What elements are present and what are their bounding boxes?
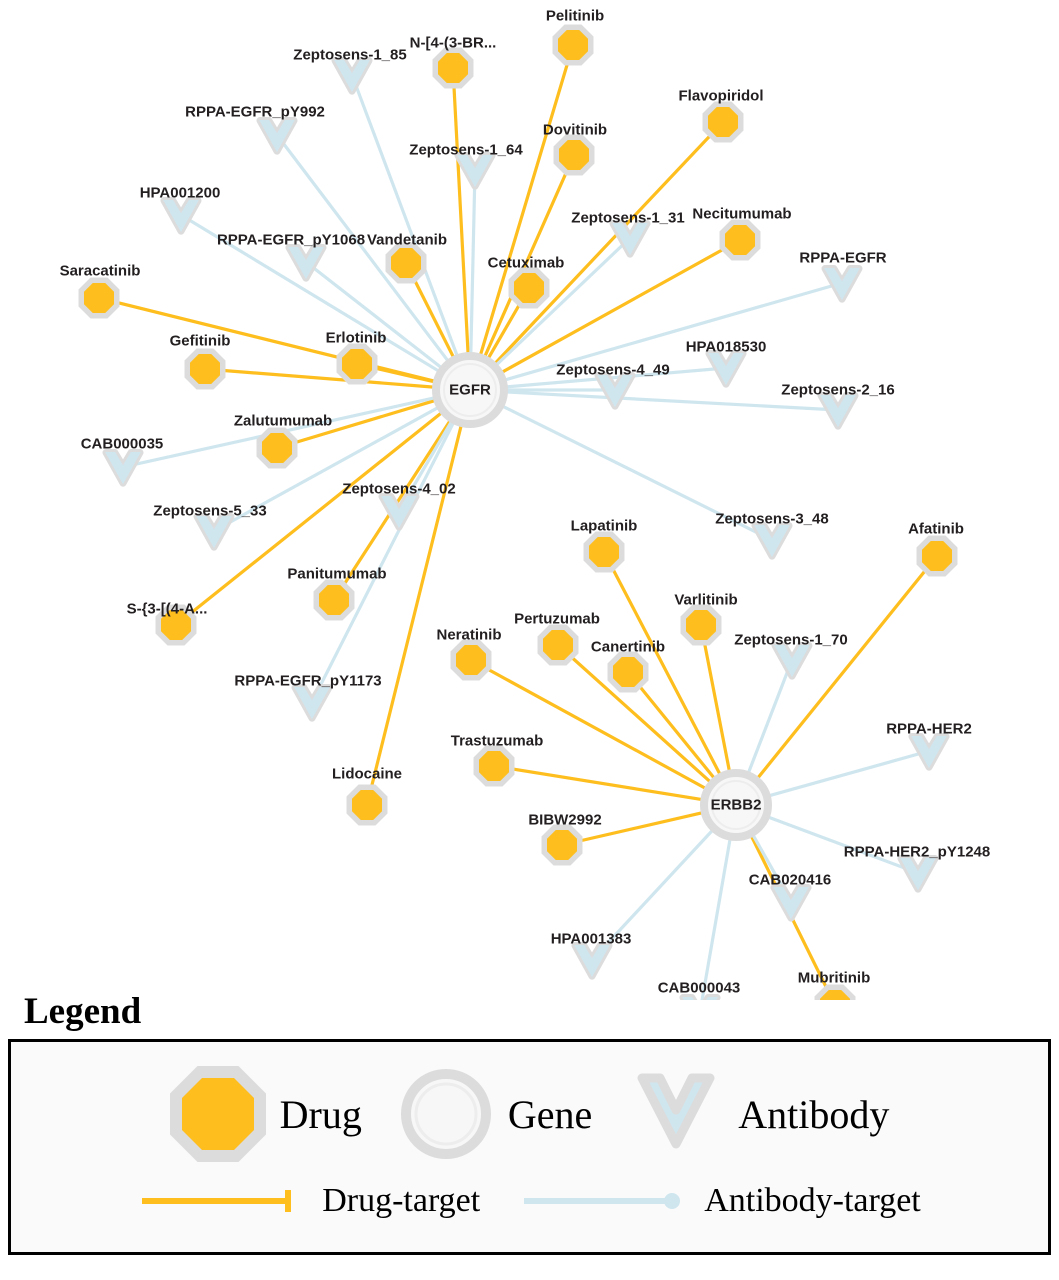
antibody-node-label: Zeptosens-4_49 <box>556 361 670 379</box>
drug-node-label: Panitumumab <box>287 565 387 583</box>
gene-node-label-egfr: EGFR <box>449 381 491 399</box>
drug-node[interactable] <box>922 541 952 571</box>
antibody-target-edge <box>471 170 475 352</box>
drug-node-label: S-{3-[(4-A... <box>126 600 208 618</box>
legend-label-drug: Drug <box>279 1091 362 1137</box>
drug-node[interactable] <box>262 433 292 463</box>
drug-node[interactable] <box>558 30 588 60</box>
antibody-target-edge <box>700 840 730 1000</box>
drug-node[interactable] <box>352 790 382 820</box>
antibody-node-label: Zeptosens-5_33 <box>153 502 267 520</box>
drug-node[interactable] <box>456 645 486 675</box>
antibody-node-label: CAB000035 <box>80 435 164 453</box>
drug-node[interactable] <box>514 273 544 303</box>
drug-node-label: BIBW2992 <box>528 811 602 829</box>
drug-target-edge <box>453 68 468 352</box>
drug-node-label: Cetuximab <box>487 254 565 272</box>
drug-node[interactable] <box>613 657 643 687</box>
legend-edge-label-drug: Drug-target <box>322 1182 481 1219</box>
drug-node[interactable] <box>725 225 755 255</box>
legend <box>0 990 1059 1255</box>
drug-node-label: Neratinib <box>436 626 502 644</box>
legend-edges-row <box>11 1182 1048 1220</box>
antibody-node-label: HPA001200 <box>139 184 221 202</box>
antibody-node-label: RPPA-HER2 <box>886 720 972 738</box>
antibody-node-label: Zeptosens-4_02 <box>342 480 456 498</box>
drug-node[interactable] <box>161 610 191 640</box>
antibody-target-edge-icon <box>520 1186 690 1216</box>
drug-node-label: Canertinib <box>590 638 666 656</box>
drug-node-label: Gefitinib <box>169 332 231 350</box>
drug-node-label: N-[4-(3-BR... <box>409 34 497 52</box>
drug-node[interactable] <box>479 751 509 781</box>
drug-node-label: Lidocaine <box>331 765 403 783</box>
antibody-target-edge <box>771 751 929 795</box>
drug-node[interactable] <box>686 610 716 640</box>
legend-label-gene: Gene <box>507 1091 593 1137</box>
legend-shapes-row <box>11 1064 1048 1164</box>
antibody-node-label: RPPA-EGFR_pY1173 <box>234 672 382 690</box>
circle-gene-icon <box>398 1066 494 1162</box>
legend-title: Legend <box>24 991 142 1032</box>
drug-node-label: Necitumumab <box>692 205 792 223</box>
antibody-node-label: RPPA-HER2_pY1248 <box>843 843 991 861</box>
drug-target-edge <box>494 766 700 799</box>
legend-edge-drug-target <box>138 1182 480 1220</box>
drug-node-label: Mubritinib <box>797 969 871 987</box>
antibody-node-label: HPA001383 <box>550 930 632 948</box>
drug-node-label: Vandetanib <box>366 231 448 249</box>
antibody-node-label: Zeptosens-2_16 <box>781 381 895 399</box>
drug-node[interactable] <box>319 585 349 615</box>
antibody-target-edge <box>352 75 457 354</box>
legend-edge-antibody-target <box>520 1182 921 1220</box>
antibody-target-edge <box>508 392 838 410</box>
legend-box <box>8 1039 1051 1255</box>
chevron-antibody-icon <box>628 1066 724 1162</box>
drug-node[interactable] <box>589 537 619 567</box>
legend-item-antibody <box>628 1066 889 1162</box>
drug-node-label: Pertuzumab <box>514 610 600 628</box>
nodes-layer <box>82 28 954 1000</box>
gene-node-inner <box>712 781 760 829</box>
legend-label-antibody: Antibody <box>738 1091 890 1137</box>
antibody-node-label: Zeptosens-1_85 <box>293 46 407 64</box>
drug-target-edge <box>562 813 701 845</box>
drug-node-label: Saracatinib <box>59 262 141 280</box>
antibody-target-edge <box>504 407 772 540</box>
legend-item-drug <box>170 1066 362 1162</box>
drug-node[interactable] <box>559 140 589 170</box>
drug-node-label: Trastuzumab <box>450 732 544 750</box>
antibody-node-label: Zeptosens-3_48 <box>715 510 829 528</box>
antibody-node-label: Zeptosens-1_64 <box>409 141 523 159</box>
antibody-node-label: RPPA-EGFR <box>799 249 887 267</box>
drug-node[interactable] <box>342 349 372 379</box>
drug-node-label: Zalutumumab <box>233 412 333 430</box>
antibody-node-label: RPPA-EGFR_pY992 <box>185 103 325 121</box>
drug-node-label: Varlitinib <box>674 591 738 609</box>
drug-node-label: Flavopiridol <box>678 87 764 105</box>
drug-node[interactable] <box>547 830 577 860</box>
antibody-node-label: CAB000043 <box>657 979 741 997</box>
drug-node-label: Afatinib <box>908 520 964 538</box>
drug-node[interactable] <box>543 630 573 660</box>
drug-node[interactable] <box>84 283 114 313</box>
drug-node[interactable] <box>190 354 220 384</box>
octagon-drug-icon <box>170 1066 266 1162</box>
legend-item-gene <box>398 1066 592 1162</box>
gene-node-label-erbb2: ERBB2 <box>710 796 762 814</box>
drug-node[interactable] <box>438 53 468 83</box>
antibody-node-label: Zeptosens-1_31 <box>571 209 685 227</box>
drug-node-label: Pelitinib <box>545 7 605 25</box>
antibody-node-label: RPPA-EGFR_pY1068 <box>216 231 366 249</box>
antibody-target-edge <box>592 831 711 960</box>
drug-node[interactable] <box>708 107 738 137</box>
antibody-target-edge <box>749 660 792 771</box>
drug-target-edge-icon <box>138 1186 308 1216</box>
antibody-target-edge <box>770 818 918 873</box>
antibody-target-edge <box>181 215 437 370</box>
drug-node-label: Dovitinib <box>542 121 608 139</box>
legend-edge-label-antibody: Antibody-target <box>704 1182 921 1219</box>
antibody-node-label: CAB020416 <box>748 871 832 889</box>
drug-node[interactable] <box>391 248 421 278</box>
antibody-node-label: Zeptosens-1_70 <box>734 631 848 649</box>
gene-node-inner <box>444 364 496 416</box>
drug-node-label: Lapatinib <box>570 517 638 535</box>
drug-node-label: Erlotinib <box>325 329 387 347</box>
antibody-node-label: HPA018530 <box>685 338 767 356</box>
